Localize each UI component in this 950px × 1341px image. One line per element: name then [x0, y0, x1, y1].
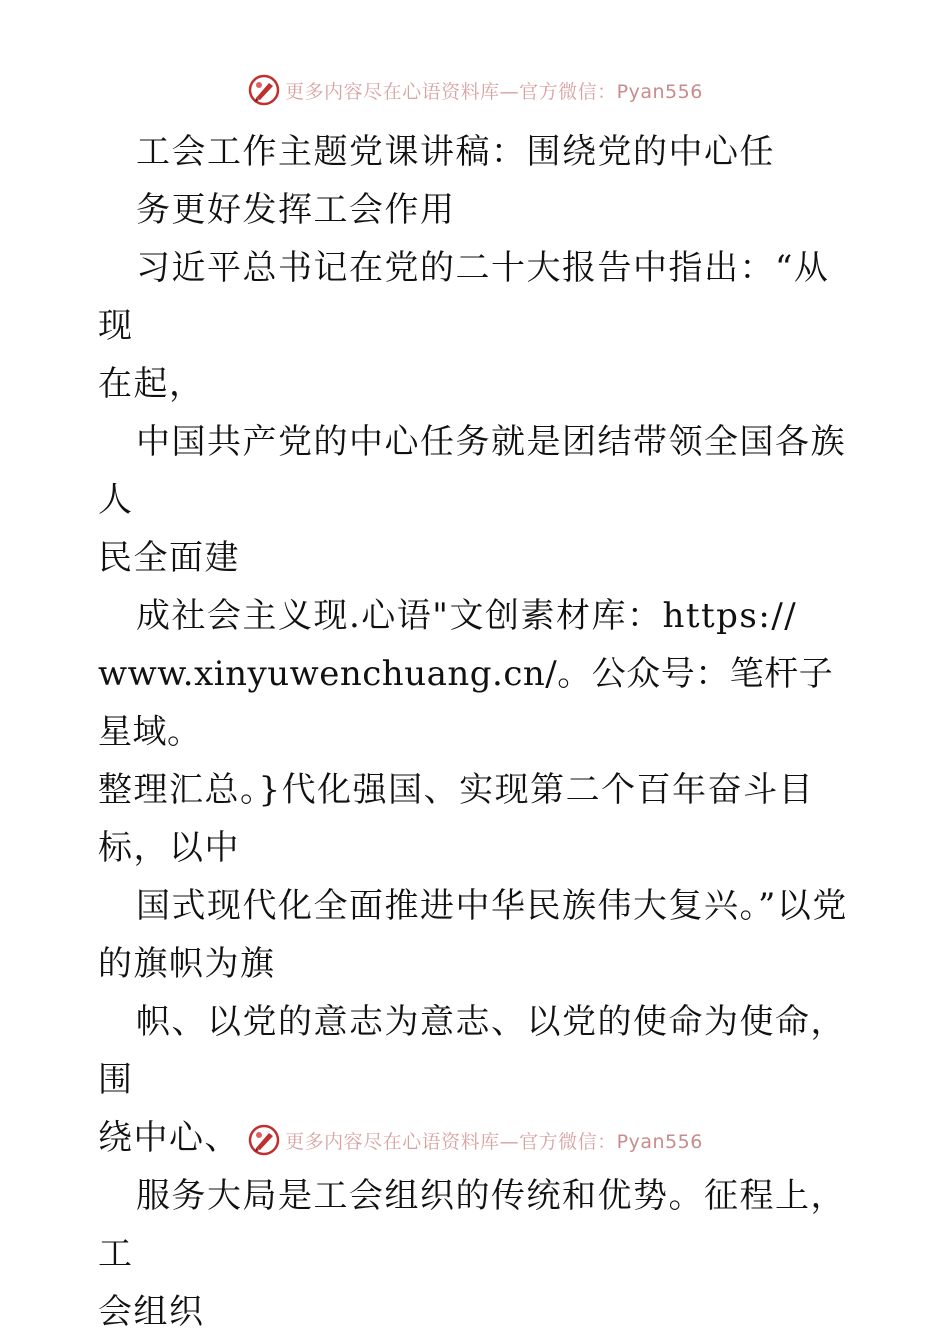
- title-line-1: 工会工作主题党课讲稿：围绕党的中心任: [136, 132, 775, 172]
- body-line: www.xinyuwenchuang.cn/。公众号：笔杆子星域。: [98, 654, 834, 752]
- footer-watermark: [0, 1120, 950, 1160]
- body-line: 国式现代化全面推进中华民族伟大复兴。”以党: [136, 886, 848, 926]
- body-line: 成社会主义现.心语"文创素材库：https://: [136, 596, 798, 636]
- body-line: 在起，: [98, 364, 205, 404]
- body-line: 习近平总书记在党的二十大报告中指出：“从现: [98, 248, 830, 346]
- watermark-wechat-id: Pyan556: [616, 1130, 703, 1153]
- watermark-wechat-id: Pyan556: [616, 80, 703, 103]
- body-line: 帜、以党的意志为意志、以党的使命为使命，围: [98, 1002, 846, 1100]
- body-line: 服务大局是工会组织的传统和优势。征程上，工: [98, 1176, 846, 1274]
- watermark-text: 更多内容尽在心语资料库—官方微信：: [285, 80, 617, 103]
- title-line-2: 务更好发挥工会作用: [136, 190, 456, 230]
- pen-logo-icon: [247, 1123, 281, 1157]
- body-line: 绕中心、: [98, 1118, 240, 1158]
- pen-logo-icon: [247, 73, 281, 107]
- body-line: 民全面建: [98, 538, 240, 578]
- body-line: 的旗帜为旗: [98, 944, 276, 984]
- body-line: 中国共产党的中心任务就是团结带领全国各族人: [98, 422, 846, 520]
- watermark-text: 更多内容尽在心语资料库—官方微信：: [285, 1130, 617, 1153]
- header-watermark: [0, 70, 950, 110]
- body-line: 会组织: [98, 1292, 205, 1332]
- body-line: 标，以中: [98, 828, 240, 868]
- body-line: 整理汇总。}代化强国、实现第二个百年奋斗目: [98, 770, 815, 810]
